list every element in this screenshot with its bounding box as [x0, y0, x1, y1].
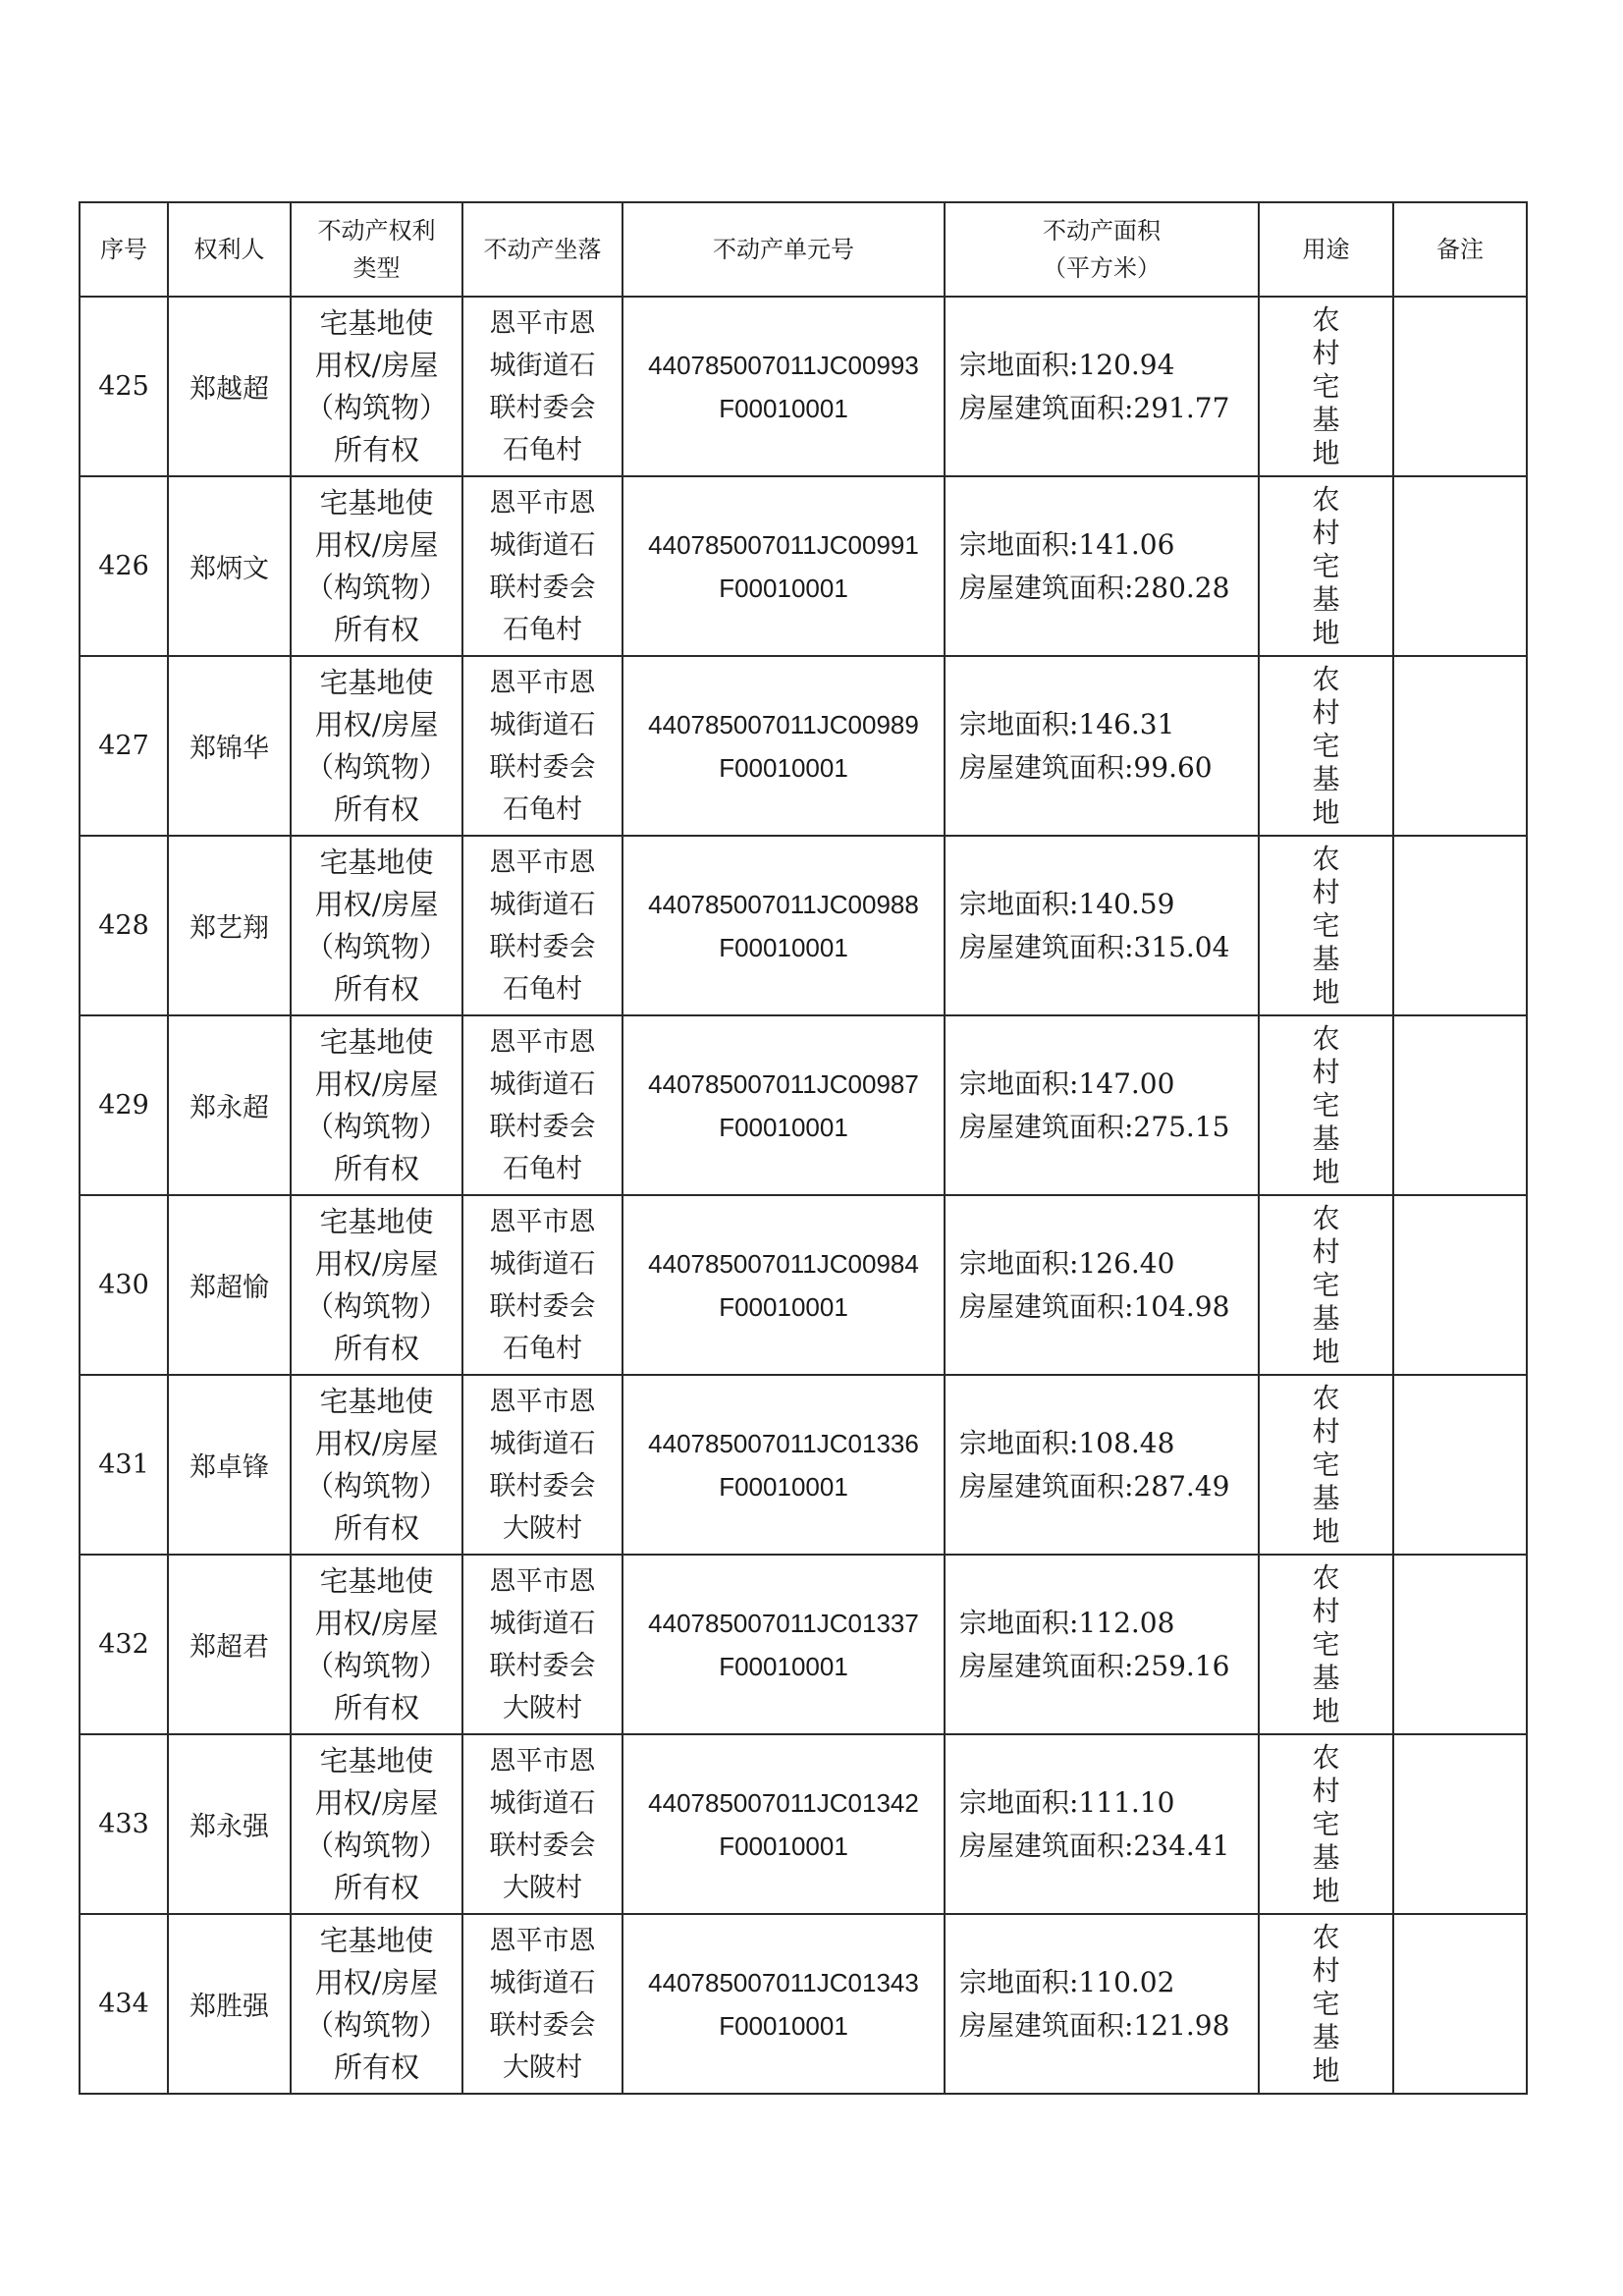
row-note — [1393, 297, 1527, 476]
owner-name: 郑永强 — [168, 1734, 291, 1914]
use-char: 宅 — [1312, 729, 1340, 762]
building-area: 房屋建筑面积:280.28 — [959, 571, 1230, 604]
location-line: 恩平市恩 — [489, 307, 596, 339]
row-index: 425 — [80, 297, 168, 476]
land-use — [1259, 297, 1393, 476]
land-use — [1259, 836, 1393, 1015]
table-row — [80, 836, 1527, 1015]
owner-name: 郑超愉 — [168, 1195, 291, 1375]
right-type — [291, 656, 462, 836]
table-row — [80, 476, 1527, 656]
land-area: 宗地面积:126.40 — [959, 1246, 1175, 1280]
owner-name: 郑超君 — [168, 1555, 291, 1734]
use-char: 村 — [1312, 1594, 1340, 1627]
use-char: 地 — [1312, 1514, 1340, 1548]
property-area — [945, 1375, 1259, 1555]
use-char: 基 — [1312, 582, 1340, 616]
building-area: 房屋建筑面积:121.98 — [959, 2008, 1230, 2042]
right-type-line: 用权/房屋 — [314, 1246, 439, 1281]
right-type-line: 用权/房屋 — [314, 527, 439, 562]
use-char: 地 — [1312, 2053, 1340, 2087]
use-char: 基 — [1312, 942, 1340, 975]
use-char: 农 — [1312, 1021, 1340, 1055]
right-type-line: 所有权 — [333, 1331, 419, 1365]
row-index: 433 — [80, 1734, 168, 1914]
location-line: 石龟村 — [503, 793, 582, 825]
use-char: 基 — [1312, 1661, 1340, 1694]
right-type-line: （构筑物） — [304, 2007, 448, 2042]
land-area: 宗地面积:108.48 — [959, 1426, 1175, 1459]
unit-number-line: F00010001 — [719, 752, 848, 783]
unit-number-line: 440785007011JC01337 — [648, 1608, 919, 1638]
land-use — [1259, 1555, 1393, 1734]
right-type-line: （构筑物） — [304, 570, 448, 604]
row-index: 432 — [80, 1555, 168, 1734]
location-line: 石龟村 — [503, 1153, 582, 1184]
unit-number-line: F00010001 — [719, 2010, 848, 2041]
header-index: 序号 — [80, 202, 168, 297]
land-area: 宗地面积:140.59 — [959, 887, 1175, 920]
right-type-line: （构筑物） — [304, 390, 448, 424]
header-unit-no: 不动产单元号 — [622, 202, 945, 297]
use-char: 基 — [1312, 1301, 1340, 1335]
right-type-line: 所有权 — [333, 612, 419, 646]
right-type-line: 用权/房屋 — [314, 707, 439, 741]
right-type-line: （构筑物） — [304, 1109, 448, 1143]
property-area — [945, 1734, 1259, 1914]
property-location — [462, 297, 622, 476]
right-type-line: 所有权 — [333, 1151, 419, 1185]
right-type-line: 所有权 — [333, 432, 419, 466]
use-char: 地 — [1312, 1335, 1340, 1368]
use-char: 农 — [1312, 1381, 1340, 1414]
right-type-line: 所有权 — [333, 1510, 419, 1545]
use-char: 农 — [1312, 1740, 1340, 1774]
use-char: 村 — [1312, 1774, 1340, 1807]
row-index: 426 — [80, 476, 168, 656]
building-area: 房屋建筑面积:104.98 — [959, 1289, 1230, 1323]
owner-name: 郑越超 — [168, 297, 291, 476]
row-index: 428 — [80, 836, 168, 1015]
unit-number-line: 440785007011JC01343 — [648, 1967, 919, 1997]
use-char: 村 — [1312, 516, 1340, 549]
row-note — [1393, 1195, 1527, 1375]
building-area: 房屋建筑面积:259.16 — [959, 1649, 1230, 1682]
location-line: 联村委会 — [489, 1111, 596, 1142]
use-char: 村 — [1312, 336, 1340, 369]
unit-number-line: 440785007011JC00984 — [648, 1248, 919, 1279]
unit-number-line: 440785007011JC00993 — [648, 350, 919, 380]
location-line: 城街道石 — [489, 889, 596, 920]
land-area: 宗地面积:141.06 — [959, 527, 1175, 561]
location-line: 大陂村 — [503, 1872, 582, 1903]
use-char: 农 — [1312, 302, 1340, 336]
row-note — [1393, 1734, 1527, 1914]
right-type-line: 宅基地使 — [319, 845, 434, 879]
property-location — [462, 1734, 622, 1914]
property-area — [945, 836, 1259, 1015]
unit-number-line: 440785007011JC00989 — [648, 709, 919, 739]
right-type-line: 宅基地使 — [319, 305, 434, 340]
right-type-line: （构筑物） — [304, 1468, 448, 1503]
use-char: 村 — [1312, 695, 1340, 729]
use-char: 农 — [1312, 1560, 1340, 1594]
land-area: 宗地面积:110.02 — [959, 1965, 1175, 1998]
row-index: 429 — [80, 1015, 168, 1195]
owner-name: 郑胜强 — [168, 1914, 291, 2094]
row-index: 427 — [80, 656, 168, 836]
table-header — [80, 202, 1527, 297]
location-line: 石龟村 — [503, 1333, 582, 1364]
right-type-line: （构筑物） — [304, 749, 448, 784]
location-line: 城街道石 — [489, 350, 596, 381]
land-use — [1259, 1375, 1393, 1555]
table-row — [80, 1375, 1527, 1555]
unit-number — [622, 297, 945, 476]
unit-number-line: F00010001 — [719, 393, 848, 423]
right-type — [291, 1375, 462, 1555]
use-char: 村 — [1312, 875, 1340, 908]
header-use: 用途 — [1259, 202, 1393, 297]
row-note — [1393, 1555, 1527, 1734]
unit-number-line: 440785007011JC00991 — [648, 529, 919, 560]
row-note — [1393, 836, 1527, 1015]
header-area-line: （平方米） — [1043, 254, 1161, 282]
row-index: 431 — [80, 1375, 168, 1555]
use-char: 基 — [1312, 1481, 1340, 1514]
right-type-line: （构筑物） — [304, 1288, 448, 1323]
right-type-line: 宅基地使 — [319, 665, 434, 699]
header-owner: 权利人 — [168, 202, 291, 297]
use-char: 地 — [1312, 1874, 1340, 1907]
location-line: 大陂村 — [503, 2051, 582, 2083]
location-line: 联村委会 — [489, 392, 596, 423]
location-line: 恩平市恩 — [489, 487, 596, 519]
use-char: 基 — [1312, 403, 1340, 436]
use-char: 宅 — [1312, 1268, 1340, 1301]
location-line: 恩平市恩 — [489, 847, 596, 878]
header-right-type-line: 不动产权利 — [317, 217, 436, 245]
property-location — [462, 476, 622, 656]
location-line: 恩平市恩 — [489, 1206, 596, 1237]
property-location — [462, 1375, 622, 1555]
header-row — [80, 202, 1527, 297]
right-type — [291, 1914, 462, 2094]
right-type-line: 用权/房屋 — [314, 1965, 439, 1999]
use-char: 村 — [1312, 1953, 1340, 1987]
location-line: 大陂村 — [503, 1692, 582, 1723]
right-type — [291, 1555, 462, 1734]
property-location — [462, 1914, 622, 2094]
property-area — [945, 1914, 1259, 2094]
location-line: 恩平市恩 — [489, 667, 596, 698]
use-char: 地 — [1312, 436, 1340, 469]
property-location — [462, 1015, 622, 1195]
location-line: 恩平市恩 — [489, 1745, 596, 1777]
location-line: 联村委会 — [489, 1830, 596, 1861]
registry-sheet — [79, 201, 1526, 2095]
right-type — [291, 476, 462, 656]
land-area: 宗地面积:112.08 — [959, 1606, 1175, 1639]
property-area — [945, 1555, 1259, 1734]
use-char: 村 — [1312, 1234, 1340, 1268]
land-use — [1259, 656, 1393, 836]
land-use — [1259, 1734, 1393, 1914]
property-area — [945, 476, 1259, 656]
unit-number-line: F00010001 — [719, 1291, 848, 1322]
use-char: 宅 — [1312, 1627, 1340, 1661]
use-char: 农 — [1312, 482, 1340, 516]
use-char: 基 — [1312, 1121, 1340, 1155]
owner-name: 郑炳文 — [168, 476, 291, 656]
row-note — [1393, 1375, 1527, 1555]
header-right-type-line: 类型 — [352, 254, 401, 282]
use-char: 宅 — [1312, 1088, 1340, 1121]
unit-number-line: F00010001 — [719, 1471, 848, 1502]
use-char: 基 — [1312, 762, 1340, 795]
use-char: 宅 — [1312, 908, 1340, 942]
right-type-line: （构筑物） — [304, 1648, 448, 1682]
land-use — [1259, 476, 1393, 656]
right-type-line: 宅基地使 — [319, 1563, 434, 1598]
use-char: 地 — [1312, 1155, 1340, 1188]
unit-number — [622, 1914, 945, 2094]
location-line: 石龟村 — [503, 614, 582, 645]
unit-number — [622, 836, 945, 1015]
right-type-line: 用权/房屋 — [314, 1785, 439, 1820]
use-char: 地 — [1312, 616, 1340, 649]
land-use — [1259, 1914, 1393, 2094]
right-type — [291, 1015, 462, 1195]
location-line: 石龟村 — [503, 434, 582, 465]
unit-number-line: 440785007011JC00987 — [648, 1068, 919, 1099]
right-type-line: 所有权 — [333, 1870, 419, 1904]
right-type-line: 所有权 — [333, 971, 419, 1006]
table-row — [80, 1555, 1527, 1734]
right-type-line: 宅基地使 — [319, 1743, 434, 1777]
header-area — [945, 202, 1259, 297]
use-char: 宅 — [1312, 1987, 1340, 2020]
unit-number-line: 440785007011JC01336 — [648, 1428, 919, 1458]
right-type — [291, 836, 462, 1015]
right-type-line: 所有权 — [333, 1690, 419, 1724]
location-line: 城街道石 — [489, 529, 596, 561]
table-row — [80, 656, 1527, 836]
right-type-line: 用权/房屋 — [314, 1606, 439, 1640]
unit-number-line: 440785007011JC00988 — [648, 889, 919, 919]
location-line: 城街道石 — [489, 1428, 596, 1459]
unit-number-line: F00010001 — [719, 1831, 848, 1861]
unit-number — [622, 1195, 945, 1375]
property-registry-table — [79, 201, 1528, 2095]
location-line: 恩平市恩 — [489, 1565, 596, 1597]
property-area — [945, 1015, 1259, 1195]
right-type-line: 宅基地使 — [319, 1204, 434, 1238]
table-row — [80, 1195, 1527, 1375]
unit-number-line: 440785007011JC01342 — [648, 1787, 919, 1818]
property-location — [462, 1555, 622, 1734]
owner-name: 郑卓锋 — [168, 1375, 291, 1555]
unit-number-line: F00010001 — [719, 1651, 848, 1681]
land-use — [1259, 1195, 1393, 1375]
owner-name: 郑永超 — [168, 1015, 291, 1195]
location-line: 恩平市恩 — [489, 1925, 596, 1956]
use-char: 地 — [1312, 1694, 1340, 1727]
unit-number — [622, 656, 945, 836]
right-type-line: 用权/房屋 — [314, 348, 439, 382]
row-note — [1393, 1914, 1527, 2094]
row-note — [1393, 476, 1527, 656]
location-line: 联村委会 — [489, 1290, 596, 1322]
location-line: 石龟村 — [503, 973, 582, 1005]
land-area: 宗地面积:120.94 — [959, 348, 1175, 381]
table-row — [80, 1734, 1527, 1914]
property-location — [462, 836, 622, 1015]
location-line: 城街道石 — [489, 1967, 596, 1998]
header-note: 备注 — [1393, 202, 1527, 297]
use-char: 宅 — [1312, 1448, 1340, 1481]
right-type-line: 用权/房屋 — [314, 1426, 439, 1460]
right-type-line: 用权/房屋 — [314, 1066, 439, 1101]
header-area-line: 不动产面积 — [1043, 217, 1161, 245]
use-char: 村 — [1312, 1055, 1340, 1088]
right-type-line: 宅基地使 — [319, 485, 434, 519]
property-area — [945, 297, 1259, 476]
right-type-line: （构筑物） — [304, 929, 448, 963]
location-line: 城街道石 — [489, 1787, 596, 1819]
use-char: 农 — [1312, 662, 1340, 695]
use-char: 地 — [1312, 975, 1340, 1009]
unit-number — [622, 1015, 945, 1195]
use-char: 地 — [1312, 795, 1340, 829]
owner-name: 郑艺翔 — [168, 836, 291, 1015]
table-row — [80, 297, 1527, 476]
location-line: 联村委会 — [489, 572, 596, 603]
right-type — [291, 1734, 462, 1914]
property-location — [462, 656, 622, 836]
location-line: 恩平市恩 — [489, 1026, 596, 1058]
location-line: 联村委会 — [489, 2009, 596, 2041]
land-area: 宗地面积:146.31 — [959, 707, 1175, 740]
use-char: 农 — [1312, 1920, 1340, 1953]
right-type — [291, 297, 462, 476]
location-line: 联村委会 — [489, 931, 596, 962]
location-line: 联村委会 — [489, 1470, 596, 1502]
use-char: 村 — [1312, 1414, 1340, 1448]
building-area: 房屋建筑面积:99.60 — [959, 750, 1213, 784]
use-char: 基 — [1312, 2020, 1340, 2053]
unit-number — [622, 1375, 945, 1555]
owner-name: 郑锦华 — [168, 656, 291, 836]
unit-number-line: F00010001 — [719, 573, 848, 603]
use-char: 宅 — [1312, 549, 1340, 582]
land-area: 宗地面积:147.00 — [959, 1066, 1175, 1100]
location-line: 城街道石 — [489, 1068, 596, 1100]
header-right-type — [291, 202, 462, 297]
location-line: 城街道石 — [489, 709, 596, 740]
building-area: 房屋建筑面积:234.41 — [959, 1829, 1230, 1862]
building-area: 房屋建筑面积:287.49 — [959, 1469, 1230, 1503]
building-area: 房屋建筑面积:291.77 — [959, 391, 1230, 424]
right-type-line: 宅基地使 — [319, 1024, 434, 1059]
unit-number — [622, 476, 945, 656]
use-char: 宅 — [1312, 1807, 1340, 1840]
right-type — [291, 1195, 462, 1375]
right-type-line: 所有权 — [333, 792, 419, 826]
right-type-line: （构筑物） — [304, 1828, 448, 1862]
row-index: 430 — [80, 1195, 168, 1375]
right-type-line: 所有权 — [333, 2050, 419, 2084]
use-char: 基 — [1312, 1840, 1340, 1874]
land-use — [1259, 1015, 1393, 1195]
property-area — [945, 656, 1259, 836]
building-area: 房屋建筑面积:315.04 — [959, 930, 1230, 963]
right-type-line: 用权/房屋 — [314, 887, 439, 921]
row-note — [1393, 656, 1527, 836]
property-location — [462, 1195, 622, 1375]
location-line: 联村委会 — [489, 1650, 596, 1681]
row-note — [1393, 1015, 1527, 1195]
location-line: 城街道石 — [489, 1248, 596, 1280]
header-location: 不动产坐落 — [462, 202, 622, 297]
right-type-line: 宅基地使 — [319, 1384, 434, 1418]
building-area: 房屋建筑面积:275.15 — [959, 1110, 1230, 1143]
location-line: 恩平市恩 — [489, 1386, 596, 1417]
table-row — [80, 1914, 1527, 2094]
row-index: 434 — [80, 1914, 168, 2094]
location-line: 城街道石 — [489, 1608, 596, 1639]
location-line: 联村委会 — [489, 751, 596, 783]
table-row — [80, 1015, 1527, 1195]
use-char: 宅 — [1312, 369, 1340, 403]
unit-number — [622, 1555, 945, 1734]
unit-number-line: F00010001 — [719, 1112, 848, 1142]
unit-number — [622, 1734, 945, 1914]
table-body — [80, 297, 1527, 2094]
use-char: 农 — [1312, 1201, 1340, 1234]
location-line: 大陂村 — [503, 1512, 582, 1544]
unit-number-line: F00010001 — [719, 932, 848, 962]
property-area — [945, 1195, 1259, 1375]
land-area: 宗地面积:111.10 — [959, 1785, 1175, 1819]
use-char: 农 — [1312, 842, 1340, 875]
right-type-line: 宅基地使 — [319, 1923, 434, 1957]
